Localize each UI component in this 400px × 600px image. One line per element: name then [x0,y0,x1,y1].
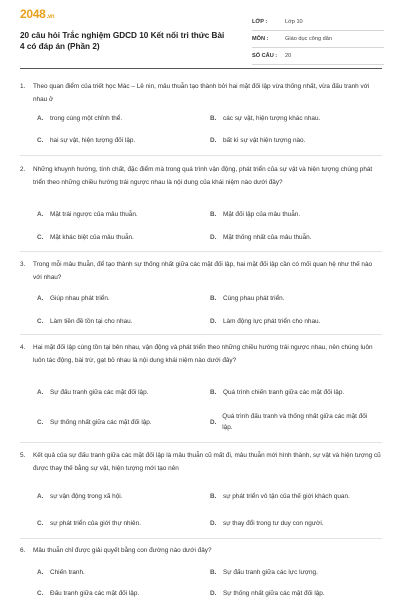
option-b[interactable] [210,292,382,305]
question-divider [20,538,382,539]
option-letter: C. [37,418,44,426]
site-logo[interactable] [20,7,54,21]
meta-row-count [252,48,384,65]
option-letter: B. [210,295,217,302]
option-text: Mặt thống nhất của mâu thuẫn. [223,234,312,241]
question-text: Theo quan điểm của triết học Mác – Lê nin, mâu thuẫn tạo thành bởi hai mặt đối lập vừa thống nhất, vừa đấu tranh với nhau ở [33,83,370,103]
option-letter: B. [210,115,217,122]
option-a[interactable] [37,566,207,579]
meta-key: SỐ CÂU : [252,53,278,59]
meta-row-subject [252,31,384,48]
option-letter: C. [37,318,44,325]
question-divider [20,442,382,443]
option-letter: B. [210,492,217,500]
option-d[interactable] [210,231,382,244]
option-b[interactable] [210,386,382,399]
option-text: sự phát triển của giới thự nhiên. [50,520,141,527]
option-text: Sự đấu tranh giữa các mặt đối lập. [50,389,149,396]
question-number: 4. [20,344,26,351]
page-header [0,0,400,63]
option-letter: D. [210,234,217,241]
question-5 [20,449,382,475]
option-letter: D. [210,137,217,144]
option-letter: C. [37,590,44,597]
question-6 [20,544,382,557]
question-text: Hai mặt đối lập cùng tồn tại bên nhau, vận động và phát triển theo những chiều hướng trái ngược nhau, nên chúng luôn luôn tác động, bài trừ, gạt bỏ nhau là nội dung khái niệm nào dưới đây? [33,344,373,364]
question-number: 6. [20,547,26,554]
option-text: sự phát triển vô tận của thế giới khách quan. [223,492,350,500]
option-letter: D. [210,318,217,325]
option-text: Làm động lực phát triển cho nhau. [223,318,321,325]
option-letter: B. [210,211,217,218]
option-letter: A. [37,389,44,396]
option-letter: C. [37,137,44,144]
option-text: sự thay đổi trong tư duy con người. [223,520,324,527]
option-d[interactable] [210,587,382,600]
option-a[interactable] [37,292,207,305]
option-text: Mặt khác biệt của mâu thuẫn. [50,234,134,241]
option-c[interactable] [37,409,207,435]
option-text: Giúp nhau phát triển. [50,295,110,302]
option-a[interactable] [37,208,207,221]
option-text: trong cùng một chỉnh thể. [50,115,123,122]
question-1-options [37,112,382,144]
option-text: Chiến tranh. [50,569,85,576]
option-a[interactable] [37,112,207,125]
question-number: 5. [20,452,26,459]
option-d[interactable] [210,315,382,328]
option-letter: B. [210,389,217,396]
option-c[interactable] [37,231,207,244]
option-b[interactable] [210,566,382,579]
logo-tld: .vn [46,14,55,20]
option-b[interactable] [210,112,382,125]
option-letter: C. [37,234,44,241]
question-4 [20,341,382,367]
option-text: các sự vật, hiện tượng khác nhau. [223,115,321,122]
meta-value: Giáo dục công dân [285,36,332,42]
option-text: bất kì sự vật hiện tượng nào. [223,137,306,144]
option-text: hai sự vật, hiện tượng đối lập. [50,137,136,144]
option-text: sự vận động trong xã hội. [50,492,123,500]
question-text: Những khuynh hướng, tính chất, đặc điểm mà trong quá trình vận động, phát triển của sự vật và hiện tượng chúng phát triển theo những chiều hướng trái ngược nhau là nội dung của khái niệm nào dưới đây? [33,166,373,186]
meta-row-grade [252,14,384,31]
option-letter: D. [210,418,217,426]
question-divider [20,334,382,335]
option-letter: D. [210,520,217,527]
question-text: Mâu thuẫn chỉ được giải quyết bằng con đường nào dưới đây? [33,547,212,554]
question-divider [20,251,382,252]
option-letter: D. [210,590,217,597]
option-letter: A. [37,211,44,218]
question-6-options [37,566,382,600]
option-text: Quá trình đấu tranh và thống nhất giữa các mặt đối lập. [222,413,368,431]
option-a[interactable] [37,483,207,509]
option-letter: C. [37,520,44,527]
option-text: Sự thống nhất giữa các mặt đối lập. [223,590,325,597]
question-3 [20,258,382,284]
option-text: Làm tiền đề tồn tại cho nhau. [50,318,133,325]
option-text: Đấu tranh giữa các mặt đối lập. [50,590,140,597]
question-text: Trong mỗi mâu thuẫn, để tạo thành sự thống nhất giữa các mặt đối lập, hai mặt đối lập cần có mối quan hệ như thế nào với nhau? [33,261,373,281]
question-2 [20,163,382,189]
option-a[interactable] [37,386,207,399]
logo-text: 2048 [20,7,46,21]
option-c[interactable] [37,134,207,147]
option-text: Quá trình chiến tranh giữa các mặt đối lập. [223,389,345,396]
option-letter: A. [37,569,44,576]
page-title: 20 câu hỏi Trắc nghiệm GDCD 10 Kết nối tri thức Bài 4 có đáp án (Phần 2) [20,31,225,51]
question-5-options [37,483,382,533]
meta-value: 20 [285,53,292,59]
option-b[interactable] [210,483,370,509]
option-letter: A. [37,492,44,500]
question-divider [20,155,382,156]
question-2-options [37,208,382,242]
question-3-options [37,292,382,326]
question-number: 2. [20,166,26,173]
header-divider [20,68,382,69]
option-text: Mặt đối lập của mâu thuẫn. [223,211,301,218]
option-text: Cùng phau phát triển. [223,295,285,302]
meta-info-table [252,14,384,65]
question-number: 1. [20,83,26,90]
option-text: Mặt trái ngược của mâu thuẫn. [50,211,138,218]
meta-key: MÔN : [252,36,269,42]
option-b[interactable] [210,208,382,221]
option-c[interactable] [37,315,207,328]
question-4-options [37,386,382,434]
question-text: Kết quả của sự đấu tranh giữa các mặt đối lập là mâu thuẫn cũ mất đi, mâu thuẫn mới hình thành, sự vật và hiện tượng cũ được thay thế bằng sự vật, hiện tượng mới tạo nên [33,452,381,472]
meta-key: LỚP : [252,19,268,25]
option-c[interactable] [37,517,207,530]
meta-value: Lớp 10 [285,19,303,25]
question-number: 3. [20,261,26,268]
option-letter: A. [37,115,44,122]
option-text: Sự đấu tranh giữa các lực lượng. [223,569,318,576]
option-d[interactable] [210,409,370,435]
option-d[interactable] [210,134,382,147]
option-letter: A. [37,295,44,302]
option-c[interactable] [37,587,207,600]
option-letter: B. [210,569,217,576]
option-text: Sự thống nhất giữa các mặt đối lập. [50,418,152,426]
option-d[interactable] [210,517,382,530]
question-1 [20,80,382,106]
